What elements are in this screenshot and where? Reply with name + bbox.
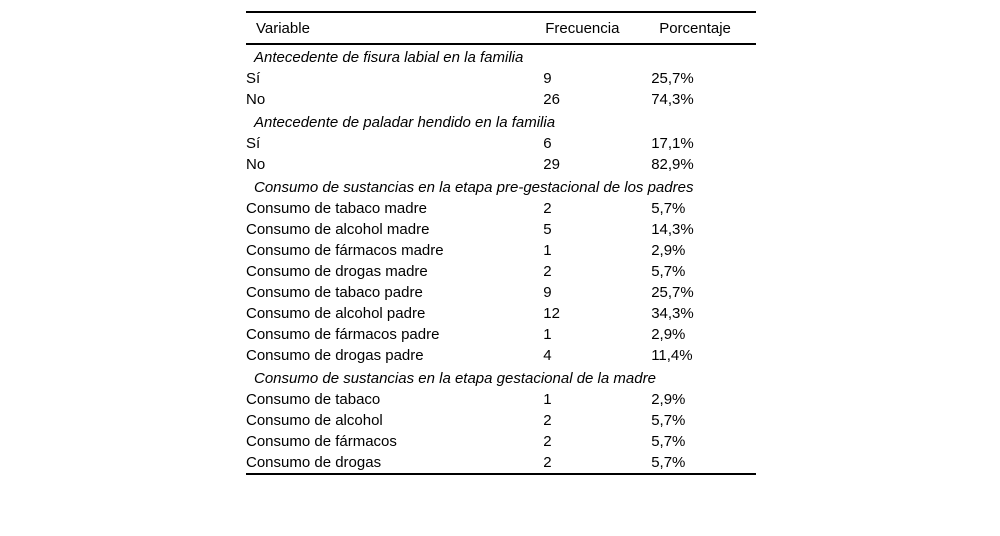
- row-frecuencia: 2: [543, 412, 552, 429]
- row-frecuencia: 2: [543, 433, 552, 450]
- table-body: [246, 44, 756, 475]
- row-porcentaje: 2,9%: [651, 391, 686, 408]
- row-porcentaje: 5,7%: [651, 200, 686, 217]
- row-porcentaje: 14,3%: [651, 221, 694, 238]
- row-label: Consumo de drogas madre: [246, 263, 428, 280]
- row-label: Consumo de alcohol madre: [246, 221, 430, 238]
- row-porcentaje: 5,7%: [651, 263, 686, 280]
- row-label: Sí: [246, 70, 261, 87]
- row-label: Consumo de drogas: [246, 454, 382, 471]
- row-frecuencia: 1: [543, 326, 552, 343]
- row-porcentaje: 2,9%: [651, 326, 686, 343]
- table-row: [246, 89, 756, 110]
- row-frecuencia: 12: [543, 305, 560, 322]
- frequency-table: [246, 11, 756, 475]
- column-header-frecuencia: Frecuencia: [543, 12, 651, 44]
- table-row: [246, 219, 756, 240]
- row-frecuencia: 29: [543, 156, 560, 173]
- table-section-header: [246, 110, 756, 133]
- table-row: [246, 410, 756, 431]
- row-frecuencia: 4: [543, 347, 552, 364]
- bottom-rule-cell: [246, 474, 756, 475]
- row-label: Consumo de alcohol: [246, 412, 383, 429]
- table-row: [246, 345, 756, 366]
- row-label: No: [246, 156, 266, 173]
- table-row: [246, 261, 756, 282]
- row-label: Consumo de tabaco padre: [246, 284, 423, 301]
- row-porcentaje: 34,3%: [651, 305, 694, 322]
- row-label: Sí: [246, 135, 261, 152]
- row-frecuencia: 26: [543, 91, 560, 108]
- row-label: Consumo de fármacos padre: [246, 326, 440, 343]
- row-frecuencia: 2: [543, 200, 552, 217]
- column-header-porcentaje: Porcentaje: [651, 12, 756, 44]
- row-porcentaje: 25,7%: [651, 284, 694, 301]
- table-section-header: [246, 44, 756, 68]
- section-title: Consumo de sustancias en la etapa pre-gestacional de los padres: [254, 179, 694, 196]
- table-row: [246, 133, 756, 154]
- table-row: [246, 431, 756, 452]
- section-title: Antecedente de fisura labial en la familia: [254, 49, 524, 66]
- table-row: [246, 282, 756, 303]
- row-label: Consumo de fármacos madre: [246, 242, 444, 259]
- table-row: [246, 389, 756, 410]
- row-frecuencia: 9: [543, 70, 552, 87]
- table-section-header: [246, 175, 756, 198]
- row-porcentaje: 2,9%: [651, 242, 686, 259]
- row-porcentaje: 5,7%: [651, 412, 686, 429]
- table-row: [246, 324, 756, 345]
- table-row: [246, 198, 756, 219]
- row-label: Consumo de drogas padre: [246, 347, 424, 364]
- section-title: Antecedente de paladar hendido en la familia: [254, 114, 556, 131]
- section-title: Consumo de sustancias en la etapa gestacional de la madre: [254, 370, 656, 387]
- row-porcentaje: 11,4%: [651, 347, 693, 364]
- row-porcentaje: 74,3%: [651, 91, 694, 108]
- row-frecuencia: 9: [543, 284, 552, 301]
- row-porcentaje: 5,7%: [651, 454, 686, 471]
- frequency-table-container: [246, 11, 756, 475]
- row-label: Consumo de tabaco madre: [246, 200, 427, 217]
- row-label: Consumo de fármacos: [246, 433, 397, 450]
- table-section-header: [246, 366, 756, 389]
- row-label: Consumo de alcohol padre: [246, 305, 426, 322]
- row-label: Consumo de tabaco: [246, 391, 381, 408]
- table-header-row: [246, 12, 756, 44]
- table-header: [246, 12, 756, 44]
- row-porcentaje: 17,1%: [651, 135, 694, 152]
- row-frecuencia: 2: [543, 454, 552, 471]
- table-row: [246, 154, 756, 175]
- row-porcentaje: 5,7%: [651, 433, 686, 450]
- row-frecuencia: 1: [543, 242, 552, 259]
- row-frecuencia: 1: [543, 391, 552, 408]
- row-porcentaje: 82,9%: [651, 156, 694, 173]
- table-row: [246, 240, 756, 261]
- column-header-variable: Variable: [246, 12, 543, 44]
- row-label: No: [246, 91, 266, 108]
- table-bottom-rule: [246, 474, 756, 475]
- row-frecuencia: 2: [543, 263, 552, 280]
- row-frecuencia: 6: [543, 135, 552, 152]
- row-frecuencia: 5: [543, 221, 552, 238]
- table-row: [246, 68, 756, 89]
- table-row: [246, 452, 756, 474]
- table-row: [246, 303, 756, 324]
- row-porcentaje: 25,7%: [651, 70, 694, 87]
